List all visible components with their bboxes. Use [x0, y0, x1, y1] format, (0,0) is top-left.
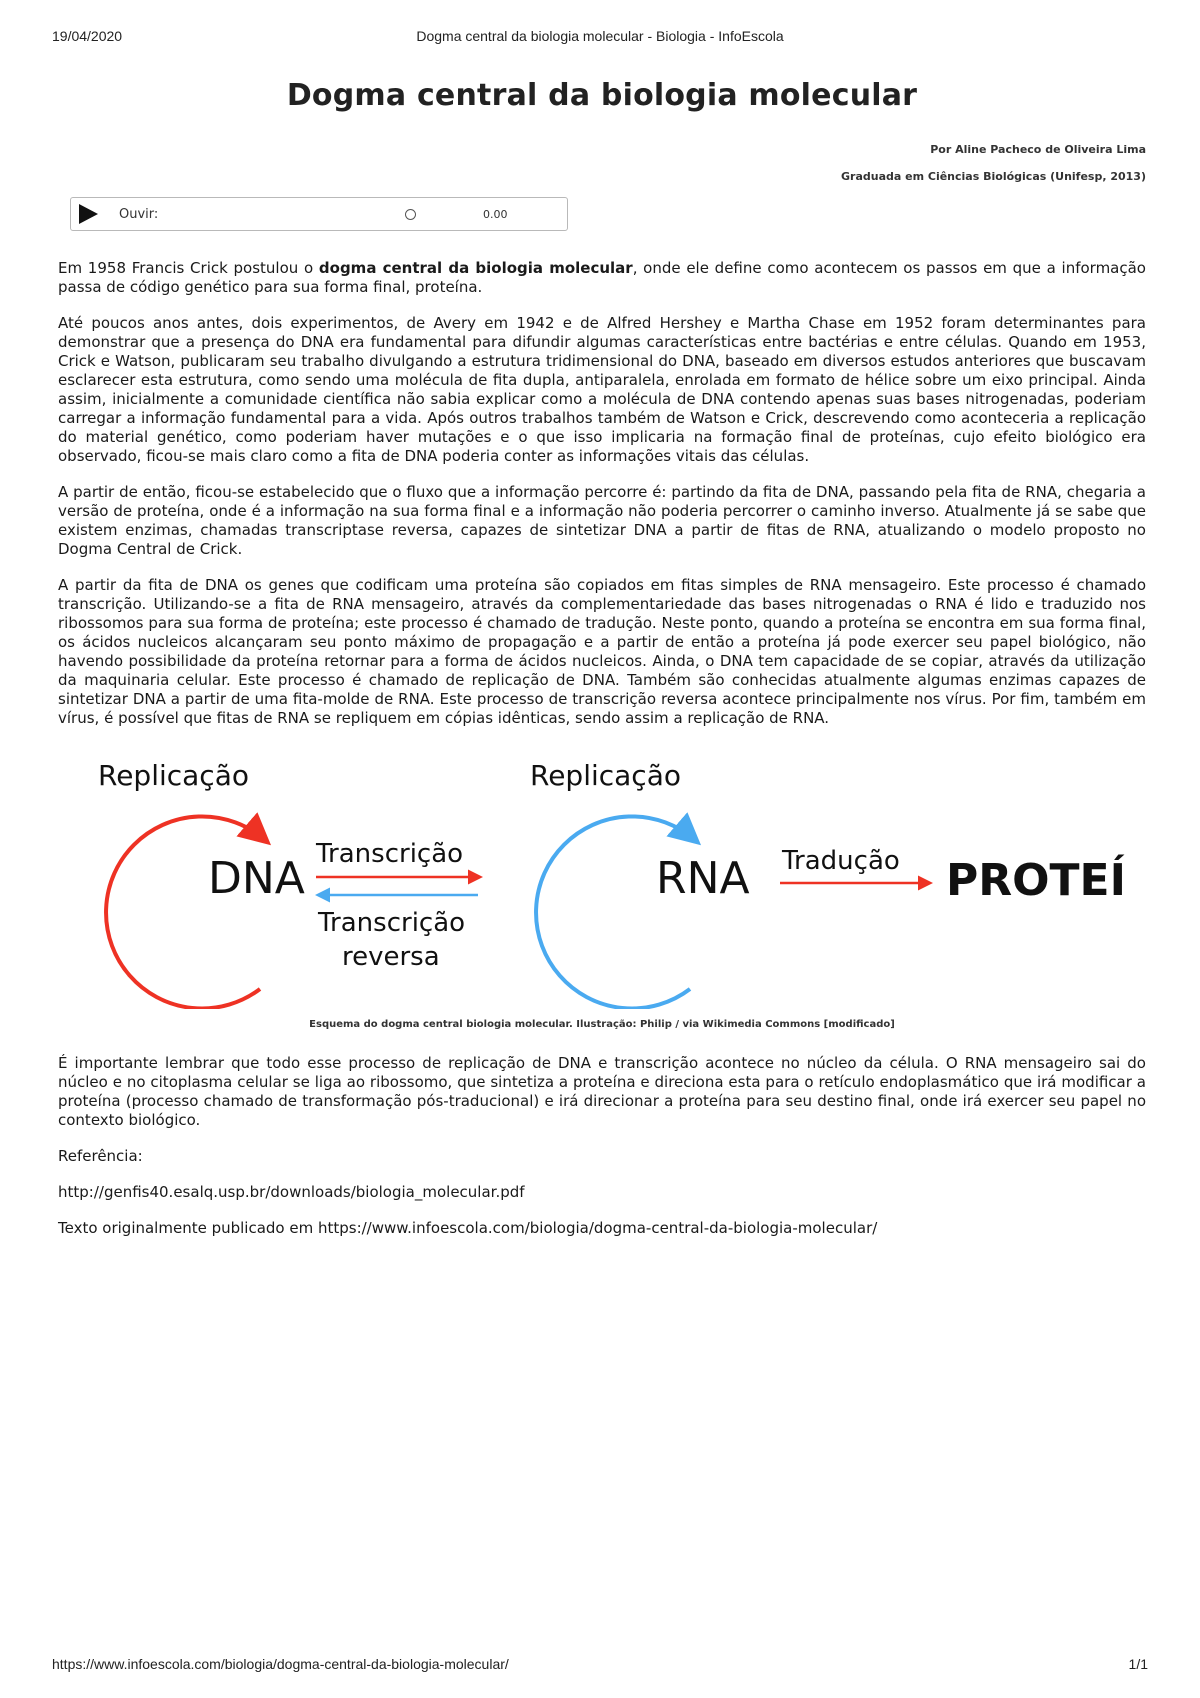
- dna-replication-arc: [106, 816, 265, 1008]
- figure-caption: Esquema do dogma central biologia molecular. Ilustração: Philip / via Wikimedia Commons [modificado]: [309, 1019, 895, 1030]
- author-byline: Por Aline Pacheco de Oliveira Lima: [930, 143, 1146, 156]
- paragraph-2: Até poucos anos antes, dois experimentos, de Avery em 1942 e de Alfred Hershey e Martha Chase em 1952 foram determinantes para demonstrar que a presença do DNA era fundamental para difundir algumas características entre bactérias e entre células. Quando em 1953, Crick e Watson, publicaram seu trabalho divulgando a estrutura tridimensional do DNA, baseado em diversos estudos anteriores que buscavam esclarecer esta estrutura, como sendo uma molécula de fita dupla, antiparalela, enrolada em formato de hélice sobre um eixo principal. Ainda assim, inicialmente a comunidade científica não sabia explicar como a molécula de DNA contendo apenas suas bases nitrogenadas, poderiam carregar a informação fundamental para a vida. Após outros trabalhos também de Watson e Crick, descrevendo como aconteceria a replicação do material genético, como poderiam haver mutações e o que isso implicaria na formação final de proteínas, cujo efeito biológico era observado, ficou-se mais claro como a fita de DNA poderia conter as informações vitais das células.: [58, 314, 1146, 465]
- source-note: Texto originalmente publicado em https://www.infoescola.com/biologia/dogma-central-da-biologia-molecular/: [58, 1219, 878, 1237]
- replication-label-left: Replicação: [98, 759, 249, 792]
- paragraph-1: [58, 259, 1146, 297]
- print-date: 19/04/2020: [52, 28, 123, 44]
- audio-player-label: Ouvir:: [119, 207, 159, 222]
- paragraph-1-text: Em 1958 Francis Crick postulou o: [58, 259, 319, 277]
- protein-label: PROTEÍ: [946, 855, 1126, 906]
- central-dogma-figure: [58, 745, 1146, 1009]
- print-footer-url[interactable]: https://www.infoescola.com/biologia/dogma-central-da-biologia-molecular/: [52, 1656, 509, 1672]
- play-icon[interactable]: [77, 203, 99, 225]
- reverse-transcription-label-2: reversa: [342, 942, 440, 972]
- print-header: [52, 28, 1148, 48]
- print-page-number: 1/1: [1128, 1656, 1148, 1672]
- article: [58, 78, 1146, 1255]
- dna-label: DNA: [208, 853, 305, 904]
- central-dogma-diagram: [58, 745, 1146, 1009]
- print-page-title: Dogma central da biologia molecular - Biologia - InfoEscola: [416, 28, 784, 44]
- audio-time: 0.00: [483, 208, 508, 221]
- paragraph-1-text-end: , onde ele define como acontecem os passos em que a informação passa de código genético para sua forma final, proteína.: [58, 259, 1146, 296]
- reverse-transcription-label-1: Transcrição: [318, 908, 466, 938]
- audio-progress-knob[interactable]: [405, 209, 416, 220]
- transcription-label: Transcrição: [316, 839, 464, 869]
- reference-link[interactable]: http://genfis40.esalq.usp.br/downloads/biologia_molecular.pdf: [58, 1183, 525, 1201]
- article-title: Dogma central da biologia molecular: [286, 78, 918, 113]
- audio-player: [70, 197, 568, 231]
- author-credentials: Graduada em Ciências Biológicas (Unifesp, 2013): [841, 170, 1146, 183]
- paragraph-4: A partir da fita de DNA os genes que codificam uma proteína são copiados em fitas simples de RNA mensageiro. Este processo é chamado transcrição. Utilizando-se a fita de RNA mensageiro, através da complementariedade das bases nitrogenadas o RNA é lido e traduzido nos ribossomos para sua forma de proteína; este processo é chamado de tradução. Neste ponto, quando a proteína se encontra em sua forma final, os ácidos nucleicos alcançaram seu ponto máximo de propagação e a partir de então a proteína já pode exercer seu papel biológico, não havendo possibilidade da proteína retornar para a forma de ácidos nucleicos. Ainda, o DNA tem capacidade de se copiar, através da utilização da maquinaria celular. Este processo é chamado de replicação de DNA. Também são conhecidas atualmente algumas enzimas capazes de sintetizar DNA a partir de uma fita-molde de RNA. Este processo de transcrição reversa acontece principalmente nos vírus. Por fim, também em vírus, é possível que fitas de RNA se repliquem em cópias idênticas, sendo assim a replicação de RNA.: [58, 576, 1146, 727]
- paragraph-1-bold: dogma central da biologia molecular: [318, 259, 633, 277]
- replication-label-right: Replicação: [530, 759, 681, 792]
- references-label: Referência:: [58, 1147, 143, 1165]
- paragraph-3: A partir de então, ficou-se estabelecido que o fluxo que a informação percorre é: partindo da fita de DNA, passando pela fita de RNA, chegaria a versão de proteína, onde é a informação na sua forma final e a informação não poderia percorrer o caminho inverso. Atualmente já se sabe que existem enzimas, chamadas transcriptase reversa, capazes de sintetizar DNA a partir de fitas de RNA, atualizando o modelo proposto no Dogma Central de Crick.: [58, 483, 1146, 558]
- paragraph-5: É importante lembrar que todo esse processo de replicação de DNA e transcrição acontece no núcleo da célula. O RNA mensageiro sai do núcleo e no citoplasma celular se liga ao ribossomo, que sintetiza a proteína e direciona esta para o retículo endoplasmático que irá modificar a proteína (processo chamado de transformação pós-traducional) e irá direcionar a proteína para seu destino final, onde irá exercer seu papel no contexto biológico.: [58, 1054, 1146, 1129]
- print-footer: [52, 1656, 1148, 1676]
- rna-label: RNA: [656, 853, 750, 904]
- rna-replication-arc: [536, 816, 695, 1008]
- translation-label: Tradução: [782, 846, 900, 876]
